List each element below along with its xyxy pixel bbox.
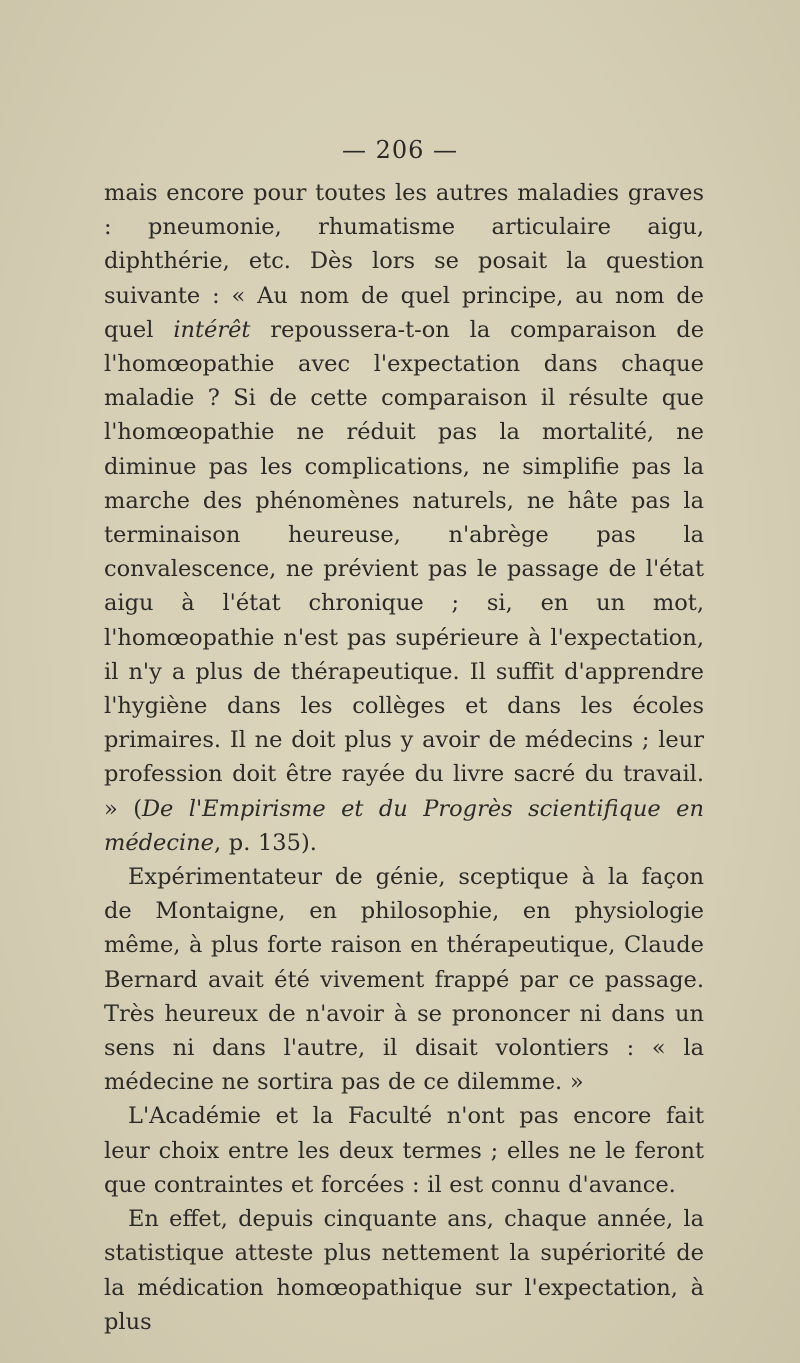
paragraph-1-text-b: repoussera-t-on la comparaison de l'homœopathie avec l'expectation dans chaque maladie ? Si de cette comparaison il résulte que l'homœopathie ne réduit pas la mortalité, ne diminue pas les complications, ne simplifie pas la marche des phénomènes naturels, ne hâte pas la terminaison heureuse, n'abrège pas la convalescence, ne prévient pas le passage de l'état aigu à l'état chronique ; si, en un mot, l'homœopathie n'est pas supérieure à l'expectation, il n'y a plus de thérapeutique. Il suffit d'apprendre l'hygiène dans les collèges et dans les écoles primaires. Il ne doit plus y avoir de médecins ; leur profession doit être rayée du livre sacré du travail. » ( — [104, 316, 705, 822]
paragraph-1 — [104, 176, 704, 860]
paragraph-2: Expérimentateur de génie, sceptique à la façon de Montaigne, en philosophie, en physiologie même, à plus forte raison en thérapeutique, Claude Bernard avait été vivement frappé par ce passage. Très heureux de n'avoir à se prononcer ni dans un sens ni dans l'autre, il disait volontiers : « la médecine ne sortira pas de ce dilemme. » — [104, 864, 704, 1096]
italic-book-title: De l'Empirisme et du Progrès scientifique en médecine — [104, 795, 704, 856]
paragraph-4: En effet, depuis cinquante ans, chaque année, la statistique atteste plus nettement la supériorité de la médication homœopathique sur l'expectation, à plus — [104, 1206, 704, 1335]
paragraph-1-text-a: mais encore pour toutes les autres maladies graves : pneumonie, rhumatisme articulaire aigu, diphthérie, etc. Dès lors se posait la question suivante : « Au nom de quel principe, au nom de quel — [104, 180, 704, 343]
paragraph-1-text-c: , p. 135). — [213, 829, 317, 856]
paragraph-3: L'Académie et la Faculté n'ont pas encore fait leur choix entre les deux termes ; elles ne le feront que contraintes et forcées : il est connu d'avance. — [104, 1103, 704, 1198]
page-number: — 206 — — [341, 136, 459, 164]
body-text — [104, 176, 704, 1339]
italic-interet: intérêt — [173, 316, 251, 343]
